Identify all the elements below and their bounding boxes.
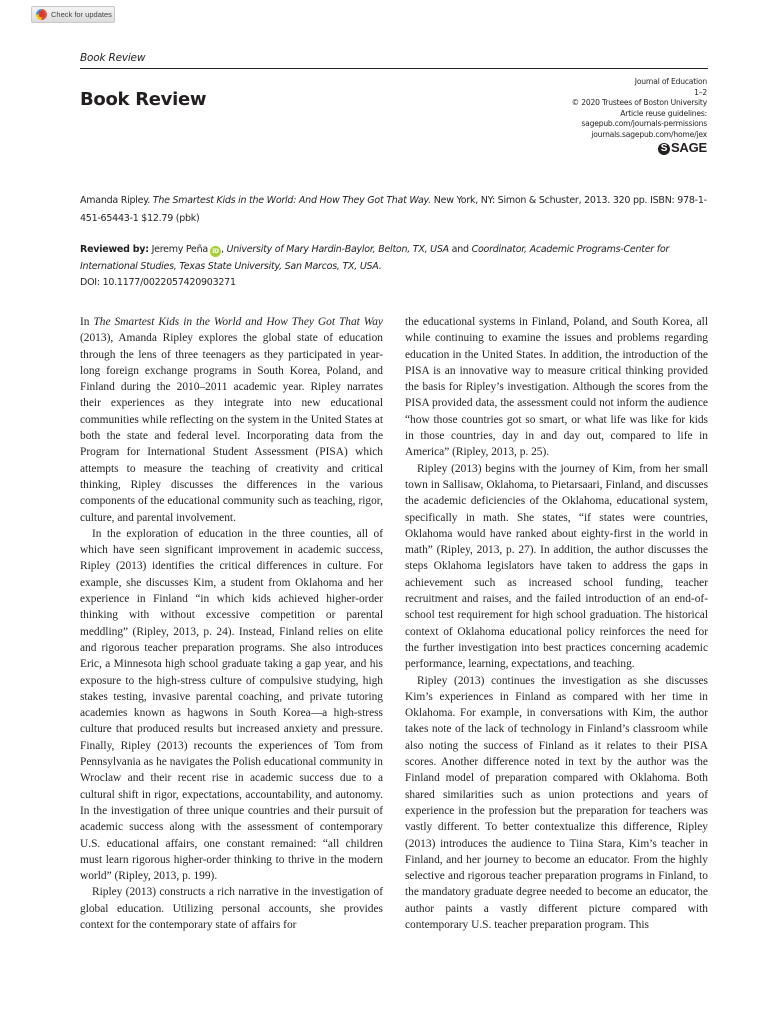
paragraph: [80, 314, 383, 526]
reviewer-name: Jeremy Peña: [151, 244, 208, 255]
check-for-updates-label: Check for updates: [51, 10, 112, 19]
reviewer-label: Reviewed by:: [80, 244, 149, 255]
body-column-left: [80, 314, 383, 933]
affiliation-conjunction: and: [451, 244, 469, 255]
book-publication: New York, NY: Simon & Schuster, 2013. 320 pp. ISBN: 978-1-451-65443-1 $12.79 (pbk): [80, 195, 707, 224]
page-range: 1–2: [694, 87, 707, 97]
orcid-icon[interactable]: iD: [210, 246, 221, 257]
book-author: Amanda Ripley.: [80, 195, 151, 206]
reviewer-info: Reviewed by: Jeremy Peña iD , University of Mary Hardin-Baylor, Belton, TX, USA and Coordinator, Academic Programs-Center for International Studies, Texas State University, San Marcos, TX, USA. DOI: 10.1177/0022057420903271: [80, 242, 710, 292]
publisher-name: SAGE: [670, 140, 707, 156]
journal-link[interactable]: journals.sagepub.com/home/jex: [591, 129, 707, 139]
paragraph: In the exploration of education in the three counties, all of which have seen significant improvement in academic success, Ripley (2013) identifies the critical differences in culture. For example, she discusses Kim, a student from Oklahoma and her experience in Finland “in which kids achieved higher-order thinking with without excessive competition or parental meddling” (Ripley, 2013, p. 24). Instead, Finland relies on elite and rigorous teacher preparation programs. She also introduces Eric, a Minnesota high school graduate taking a gap year, and his exposure to the high-stress culture of compulsive studying, high stakes testing, invasive parental coaching, and private tutoring academies known as hagwons in South Korea—a high-stress culture that produced results but increased anxiety and pressure. Finally, Ripley (2013) recounts the experiences of Tom from Pennsylvania as he navigates the Polish educational community in Wroclaw and their recent rise in academic success due to a cultural shift in rigor, expectations, accountability, and autonomy. In the investigation of three unique countries and their pursuit of academic success along with the assessment of contemporary U.S. educational affairs, one constant remained: “all children must learn rigorous higher-order thinking to thrive in the modern world” (Ripley, 2013, p. 199).: [80, 527, 383, 883]
reuse-label: Article reuse guidelines:: [620, 108, 707, 118]
article-type-title: Book Review: [80, 89, 207, 110]
book-title-inline: The Smartest Kids in the World and How They Got That Way: [93, 316, 383, 328]
book-citation: [80, 192, 710, 227]
reuse-link[interactable]: sagepub.com/journals-permissions: [581, 119, 707, 129]
doi[interactable]: DOI: 10.1177/0022057420903271: [80, 277, 236, 288]
paragraph: Ripley (2013) begins with the journey of Kim, from her small town in Sallisaw, Oklahoma, to Pietarsaari, Finland, and discusses the academic deficiencies of the Oklahoma, educational system, specifically in math. She states, “if states were countries, Oklahoma would have ranked about eighty-first in the world in math” (Ripley, 2013, p. 27). In addition, the author discusses the steps Oklahoma legislators have taken to address the gaps in achievement such as increased school funding, teacher recruitment and raises, and the failed introduction of an end-of-school test requirement for high school graduation. The historical context of Oklahoma educational policy reinforces the need for the further investigation into best practices concerning academic performance, learning, expectations, and teaching.: [405, 462, 708, 671]
sage-s-icon: S: [658, 143, 670, 155]
crossmark-icon: [36, 9, 47, 20]
running-head: Book Review: [80, 52, 146, 64]
paragraph-text: (2013), Amanda Ripley explores the global state of education through the lens of three teenagers as they participated in year-long foreign exchange programs in South Korea, Poland, and Finland during the 2010–2011 academic year. Ripley narrates their experiences as they integrate into new educational communities while reflecting on the system in the United States at both the state and federal level. Incorporating data from the Program for International Student Assessment (PISA) which attempts to measure the teaching of creativity and critical thinking, Ripley discusses the differences in the various components of the educational community such as teaching, rigor, culture, and parental involvement.: [80, 332, 383, 524]
book-title: The Smartest Kids in the World: And How They Got That Way.: [152, 195, 431, 206]
paragraph: Ripley (2013) constructs a rich narrative in the investigation of global education. Utilizing personal accounts, she provides context for the contemporary state of affairs for: [80, 886, 383, 931]
body-column-right: [405, 314, 708, 933]
reviewer-affiliation-2: Coordinator, Academic Programs-Center for International Studies, Texas State University, San Marcos, TX, USA.: [80, 244, 670, 272]
paragraph-lead: In: [80, 316, 90, 328]
check-for-updates-button[interactable]: [31, 6, 115, 23]
journal-name: Journal of Education: [634, 77, 707, 86]
header-rule: [80, 68, 708, 69]
paragraph: Ripley (2013) continues the investigation as she discusses Kim’s experiences in Finland as compared with her time in Oklahoma. For example, in conversations with Kim, the author takes note of the lack of technology in Finland’s classroom while also noting the success of Finland as it relates to their PISA scores. Another difference noted in text by the author was the Finland model of preparation compared with Oklahoma. Both shared similarities such as union protections and years of experience in the profession but the preparation for teachers was vastly different. To better contextualize this difference, Ripley (2013) introduces the audience to Tiina Stara, Kim’s teacher in Finland, and her journey to become an educator. From the highly selective and rigorous teacher preparation programs in Finland, to the mandatory graduate degree needed to become an educator, the author paints a vastly different picture compared with contemporary U.S. teacher preparation program. This: [405, 674, 708, 931]
paragraph: the educational systems in Finland, Poland, and South Korea, all while continuing to examine the issues and problems regarding education in the United States. In addition, the introduction of the PISA is an innovative way to measure critical thinking provided the basis for Ripley’s investigation. Although the scores from the PISA provided data, the assessment could not inform the audience “how those countries got so smart, or what life was like for kids in those countries, day in and day out, compared to life in America” (Ripley, 2013, p. 25).: [405, 316, 708, 459]
copyright: © 2020 Trustees of Boston University: [571, 98, 707, 108]
journal-meta: [572, 77, 707, 155]
sage-logo: [658, 140, 707, 156]
reviewer-affiliation-1: University of Mary Hardin-Baylor, Belton, TX, USA: [226, 244, 449, 255]
